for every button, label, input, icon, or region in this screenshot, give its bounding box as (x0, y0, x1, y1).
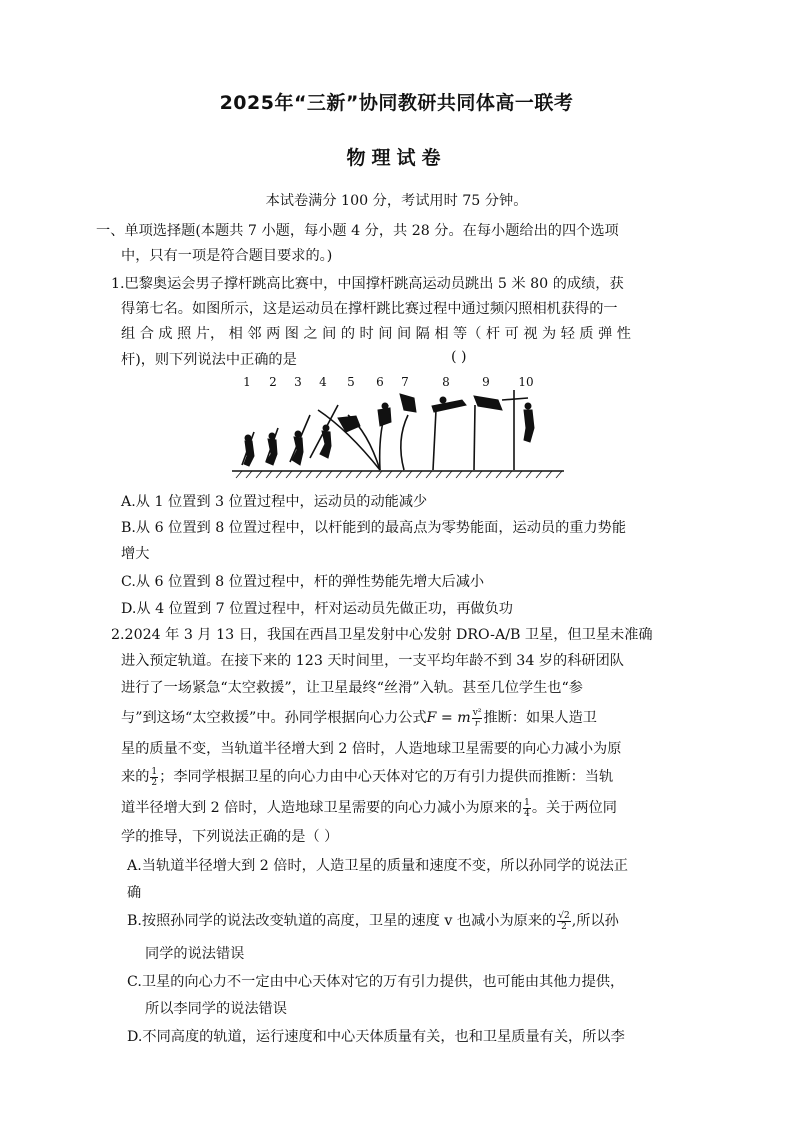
formula-numerator: v² (472, 707, 482, 718)
quarter-numerator: 1 (524, 797, 530, 808)
quarter-denominator: 4 (524, 808, 530, 819)
half-denominator: 2 (151, 777, 158, 788)
sqrt-numerator: √2 (558, 910, 570, 921)
figure-label-10: 10 (518, 375, 534, 389)
q2-stem-line8: 学的推导，下列说法正确的是（ ） (121, 829, 339, 845)
q2-option-b-line1 (127, 910, 619, 932)
q1-stem-line2: 得第七名。如图所示，这是运动员在撑杆跳比赛过程中通过频闪照相机获得的一 (121, 301, 618, 317)
q2-stem-line7 (121, 797, 617, 819)
sqrt-fraction (557, 911, 570, 932)
q2-stem-line6-end: ；李同学根据卫星的向心力由中心天体对它的万有引力提供而推断：当轨 (159, 769, 614, 785)
figure-label-3: 3 (294, 375, 302, 389)
sqrt-denominator: 2 (561, 921, 567, 932)
q2-stem-line1: 2.2024 年 3 月 13 日，我国在西昌卫星发射中心发射 DRO-A/B 卫星，但卫星未准确 (111, 627, 653, 643)
q1-option-b-line2: 增大 (121, 546, 150, 562)
q1-option-c: C.从 6 位置到 8 位置过程中，杆的弹性势能先增大后减小 (121, 574, 485, 590)
q2-option-a-line2: 确 (127, 885, 142, 901)
q2-stem-line4-end: 推断：如果人造卫 (483, 710, 597, 726)
q2-stem-line2: 进入预定轨道。在接下来的 123 天时间里，一支平均年龄不到 34 岁的科研团队 (121, 653, 624, 669)
figure-label-9: 9 (482, 375, 490, 389)
formula-lhs: F = m (426, 710, 471, 726)
figure-label-2: 2 (269, 375, 277, 389)
q2-option-c-line2: 所以李同学的说法错误 (145, 1001, 287, 1017)
pole-vault-figure (228, 370, 568, 480)
q2-option-a-line1: A.当轨道半径增大到 2 倍时，人造卫星的质量和速度不变，所以孙同学的说法正 (127, 858, 628, 874)
q2-option-c-line1: C.卫星的向心力不一定由中心天体对它的万有引力提供，也可能由其他力提供， (127, 974, 625, 990)
figure-label-6: 6 (376, 375, 384, 389)
figure-label-8: 8 (442, 375, 450, 389)
figure-label-4: 4 (319, 375, 327, 389)
q1-stem-line4: 杆)，则下列说法中正确的是 (121, 352, 297, 368)
q1-stem-line3: 组 合 成 照 片， 相 邻 两 图 之 间 的 时 间 间 隔 相 等（ 杆 可 视 为 轻 质 弹 性 (121, 326, 631, 342)
section-heading-line1: 一、单项选择题(本题共 7 小题，每小题 4 分，共 28 分。在每小题给出的四个选项 (96, 223, 619, 239)
exam-subtitle: 物理试卷 (346, 147, 447, 169)
q1-option-a: A.从 1 位置到 3 位置过程中，运动员的动能减少 (121, 494, 428, 510)
q1-answer-bracket: ( ) (451, 349, 467, 365)
quarter-fraction (523, 798, 531, 819)
q2-stem-line4 (121, 707, 597, 729)
formula-fraction (472, 708, 483, 729)
q2-stem-line4-start: 与”到这场“太空救援”中。孙同学根据向心力公式 (121, 710, 427, 726)
q1-stem-line1: 1.巴黎奥运会男子撑杆跳高比赛中，中国撑杆跳高运动员跳出 5 米 80 的成绩，获 (111, 276, 624, 292)
q2-stem-line6-start: 来的 (121, 769, 150, 785)
q2-option-b-start: B.按照孙同学的说法改变轨道的高度，卫星的速度 v 也减小为原来的 (127, 913, 557, 929)
figure-label-7: 7 (401, 375, 409, 389)
q2-stem-line3: 进行了一场紧急“太空救援”，让卫星最终“丝滑”入轨。甚至几位学生也“参 (121, 680, 583, 696)
q2-stem-line7-start: 道半径增大到 2 倍时，人造地球卫星需要的向心力减小为原来的 (121, 800, 523, 816)
q2-option-b-line2: 同学的说法错误 (145, 946, 245, 962)
exam-intro: 本试卷满分 100 分，考试用时 75 分钟。 (265, 193, 528, 209)
figure-label-1: 1 (243, 375, 251, 389)
half-numerator: 1 (151, 766, 158, 777)
q2-stem-line7-end: 。关于两位同 (531, 800, 617, 816)
q2-stem-line5: 星的质量不变，当轨道半径增大到 2 倍时，人造地球卫星需要的向心力减小为原 (121, 741, 622, 757)
q2-option-b-end: ,所以孙 (571, 913, 619, 929)
q2-stem-line6 (121, 766, 613, 788)
section-heading-line2: 中，只有一项是符合题目要求的。) (121, 248, 333, 264)
q1-option-b-line1: B.从 6 位置到 8 位置过程中，以杆能到的最高点为零势能面，运动员的重力势能 (121, 520, 627, 536)
half-fraction (150, 767, 158, 788)
q1-option-d: D.从 4 位置到 7 位置过程中，杆对运动员先做正功，再做负功 (121, 601, 513, 617)
exam-title: 2025年“三新”协同教研共同体高一联考 (219, 92, 574, 114)
q2-option-d-line1: D.不同高度的轨道，运行速度和中心天体质量有关，也和卫星质量有关，所以李 (127, 1029, 625, 1045)
formula-denominator: r (474, 718, 480, 729)
figure-label-5: 5 (347, 375, 355, 389)
